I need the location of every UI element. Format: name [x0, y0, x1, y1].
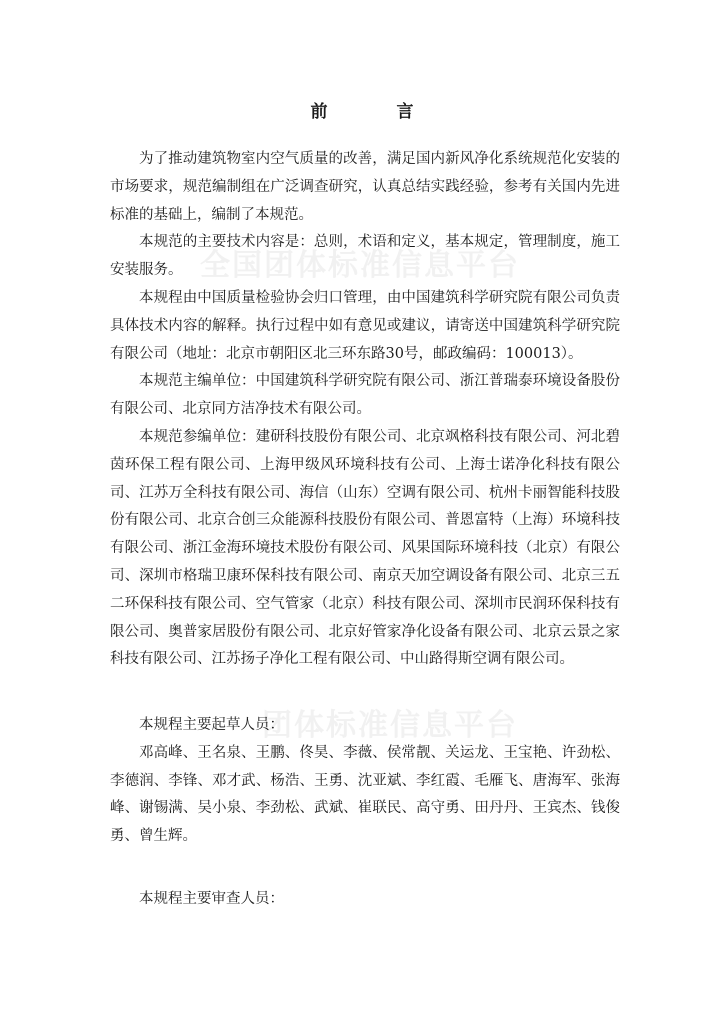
- page-title: 前 言: [310, 102, 440, 122]
- reviewers-label: 本规程主要审查人员：: [139, 891, 284, 907]
- paragraph-management: 本规程由中国质量检验协会归口管理，由中国建筑科学研究院有限公司负责具体技术内容的解释。执行过程中如有意见或建议，请寄送中国建筑科学研究院有限公司（地址：北京市朝阳区北三环东路30号，邮政编码：100013）。: [110, 289, 620, 362]
- drafters-names: 邓高峰、王名泉、王鹏、佟昊、李薇、侯常靓、关运龙、王宝艳、许劲松、李德润、李锋、邓才武、杨浩、王勇、沈亚斌、李红霞、毛雁飞、唐海军、张海峰、谢锡满、吴小泉、李劲松、武斌、崔联民、高守勇、田丹丹、王宾杰、钱俊勇、曾生辉。: [110, 744, 620, 845]
- paragraph-chief-editors: 本规范主编单位：中国建筑科学研究院有限公司、浙江普瑞泰环境设备股份有限公司、北京同方洁净技术有限公司。: [110, 373, 620, 418]
- paragraph-main-content: 本规范的主要技术内容是：总则，术语和定义，基本规定，管理制度，施工安装服务。: [110, 234, 620, 279]
- reviewers-section: [110, 886, 620, 914]
- paragraph-participating-units: 本规范参编单位：建研科技股份有限公司、北京飒格科技有限公司、河北碧茵环保工程有限公司、上海甲级风环境科技有公司、上海士诺净化科技有限公司、江苏万全科技有限公司、海信（山东）空调有限公司、杭州卡丽智能科技股份有限公司、北京合创三众能源科技股份有限公司、普恩富特（上海）环境科技有限公司、浙江金海环境技术股份有限公司、风果国际环境科技（北京）有限公司、深圳市格瑞卫康环保科技有限公司、南京天加空调设备有限公司、北京三五二环保科技有限公司、空气管家（北京）科技有限公司、深圳市民润环保科技有限公司、奥普家居股份有限公司、北京好管家净化设备有限公司、北京云景之家科技有限公司、江苏扬子净化工程有限公司、中山路得斯空调有限公司。: [110, 428, 620, 668]
- watermark-text: 团体标准信息平台: [262, 708, 518, 743]
- watermark-text: 全国团体标准信息平台: [200, 248, 520, 283]
- paragraph-purpose: 为了推动建筑物室内空气质量的改善，满足国内新风净化系统规范化安装的市场要求，规范编制组在广泛调查研究，认真总结实践经验，参考有关国内先进标准的基础上，编制了本规范。: [110, 151, 620, 223]
- drafters-section: [110, 712, 620, 851]
- drafters-label: 本规程主要起草人员：: [139, 717, 284, 733]
- preface-body: [110, 146, 620, 674]
